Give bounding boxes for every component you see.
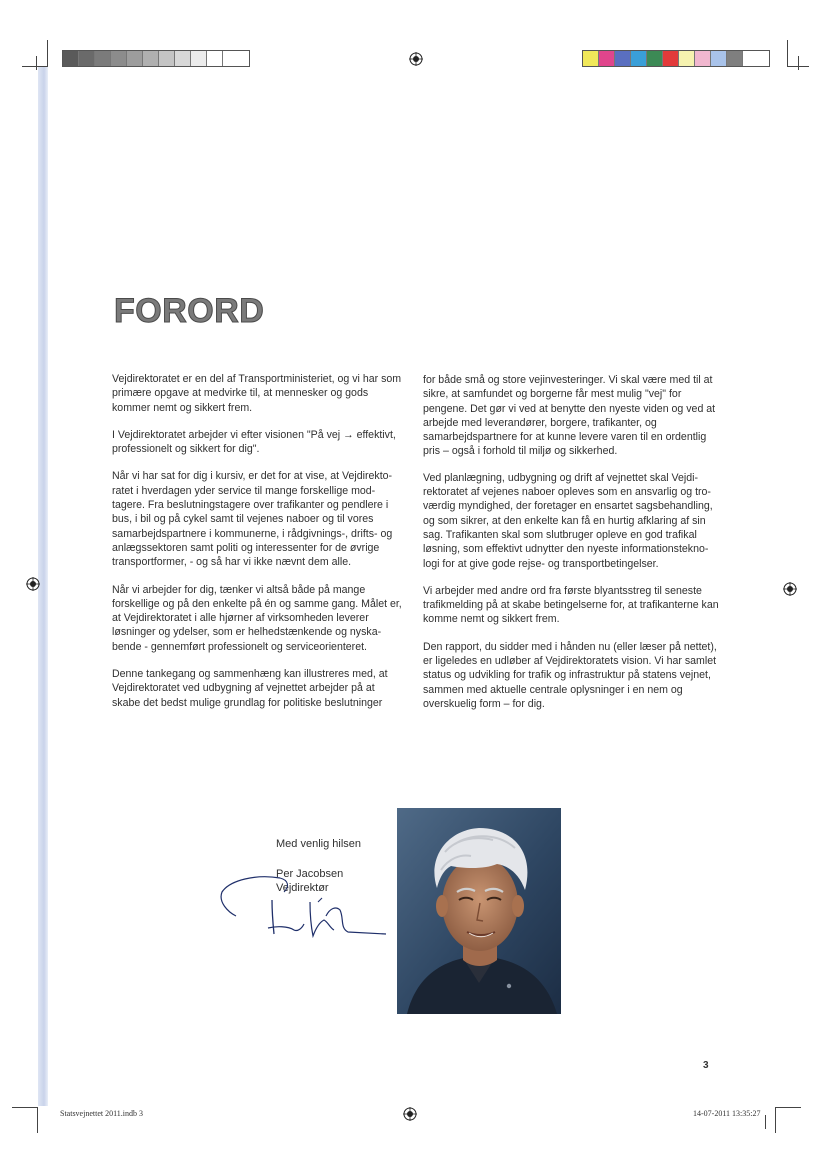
paragraph: Vejdirektoratet er en del af Transportministeriet, og vi har som primære opgave at medvirke til, at mennesker og gods kommer nemt og sikkert frem. (112, 373, 402, 414)
body-column-right (423, 373, 719, 724)
print-timestamp: 14-07-2011 13:35:27 (693, 1109, 761, 1118)
signer-role: Vejdirektør (276, 882, 329, 894)
color-calibration-bar (582, 50, 770, 67)
paragraph: Den rapport, du sidder med i hånden nu (eller læser på nettet), er ligeledes en udløber af Vejdirektoratets vision. Vi har samlet status og udvikling for trafik og infrastruktur på statens vejnet, sammen med aktuelle centrale oplysninger i en nem og overskuelig form – for dig. (423, 640, 717, 710)
registration-mark-icon (783, 582, 797, 596)
calibration-swatch (615, 51, 631, 66)
calibration-swatch (79, 51, 95, 66)
paragraph: for både små og store vejinvesteringer. Vi skal være med til at sikre, at samfundet og borgerne får mest mulig "vej" for pengene. Det gør vi ved at benytte den nyeste viden og ved at arbejde med leverandører, borgere, trafikanter, og samarbejdspartnere for at kunne levere varen til en ordentlig pris – også i forhold til miljø og sikkerhed. (423, 374, 716, 458)
calibration-swatch (159, 51, 175, 66)
paragraph: Når vi arbejder for dig, tænker vi altså både på mange forskellige og på den enkelte på én og samme gang. Målet er, at Vejdirektoratet i alle hjørner af virksomheden leverer løsninger og ydelser, som er helhedstænkende og nyska-bende - gennemført professionelt og serviceorienteret. (112, 583, 402, 653)
calibration-swatch (207, 51, 223, 66)
calibration-swatch (143, 51, 159, 66)
portrait-photo (397, 808, 561, 1014)
calibration-swatch (695, 51, 711, 66)
signer-name: Per Jacobsen (276, 868, 344, 880)
paragraph: I Vejdirektoratet arbejder vi efter visionen "På vej → effektivt, professionelt og sikkert for dig". (112, 428, 396, 456)
registration-mark-icon (403, 1107, 417, 1121)
calibration-swatch (647, 51, 663, 66)
calibration-swatch (631, 51, 647, 66)
calibration-swatch (127, 51, 143, 66)
gray-calibration-bar (62, 50, 250, 67)
calibration-swatch (111, 51, 127, 66)
calibration-swatch (663, 51, 679, 66)
calibration-swatch (95, 51, 111, 66)
handwritten-signature (218, 872, 388, 942)
body-column-left (112, 372, 404, 723)
calibration-swatch (191, 51, 207, 66)
calibration-swatch (583, 51, 599, 66)
greeting: Med venlig hilsen (276, 838, 361, 850)
calibration-swatch (175, 51, 191, 66)
calibration-swatch (727, 51, 743, 66)
paragraph: Ved planlægning, udbygning og drift af vejnettet skal Vejdi-rektoratet af vejenes naboer opleves som en ansvarlig og tro-værdig myndighed, der foretager en ensartet sagsbehandling, og som sikrer, at den enkelte kan få en hurtig afklaring af sin sag. Trafikanten skal som slutbruger opleve en god trafikal løsning, som effektivt udnytter den nyeste informationstekno-logi for at give gode rejse- og transportbetingelser. (423, 471, 713, 570)
paragraph: Vi arbejder med andre ord fra første blyantsstreg til seneste trafikmelding på at skabe betingelserne for, at trafikanterne kan komme nemt og sikkert frem. (423, 584, 719, 626)
paragraph: Når vi har sat for dig i kursiv, er det for at vise, at Vejdirekto-ratet i hverdagen yder service til mange forskellige mod-tagere. Fra beslutningstagere over trafikanter og pendlere i bus, i bil og på cykel samt til vejenes naboer og til vores samarbejdspartnere i kommunerne, i rådgivnings-, drifts- og anlægssektoren samt politi og interessenter for de øvrige transportformer, - og så har vi ikke nævnt dem alle. (112, 470, 393, 569)
page-title: FORORD (114, 292, 265, 330)
registration-mark-icon (409, 52, 423, 66)
calibration-swatch (599, 51, 615, 66)
calibration-swatch (63, 51, 79, 66)
registration-mark-icon (26, 577, 40, 591)
file-slug: Statsvejnettet 2011.indb 3 (60, 1109, 144, 1118)
paragraph: Denne tankegang og sammenhæng kan illustreres med, at Vejdirektoratet ved udbygning af vejnettet arbejder på at skabe det bedst mulige grundlag for politiske beslutninger (112, 668, 388, 709)
calibration-swatch (679, 51, 695, 66)
calibration-swatch (711, 51, 727, 66)
page-number: 3 (703, 1060, 709, 1071)
